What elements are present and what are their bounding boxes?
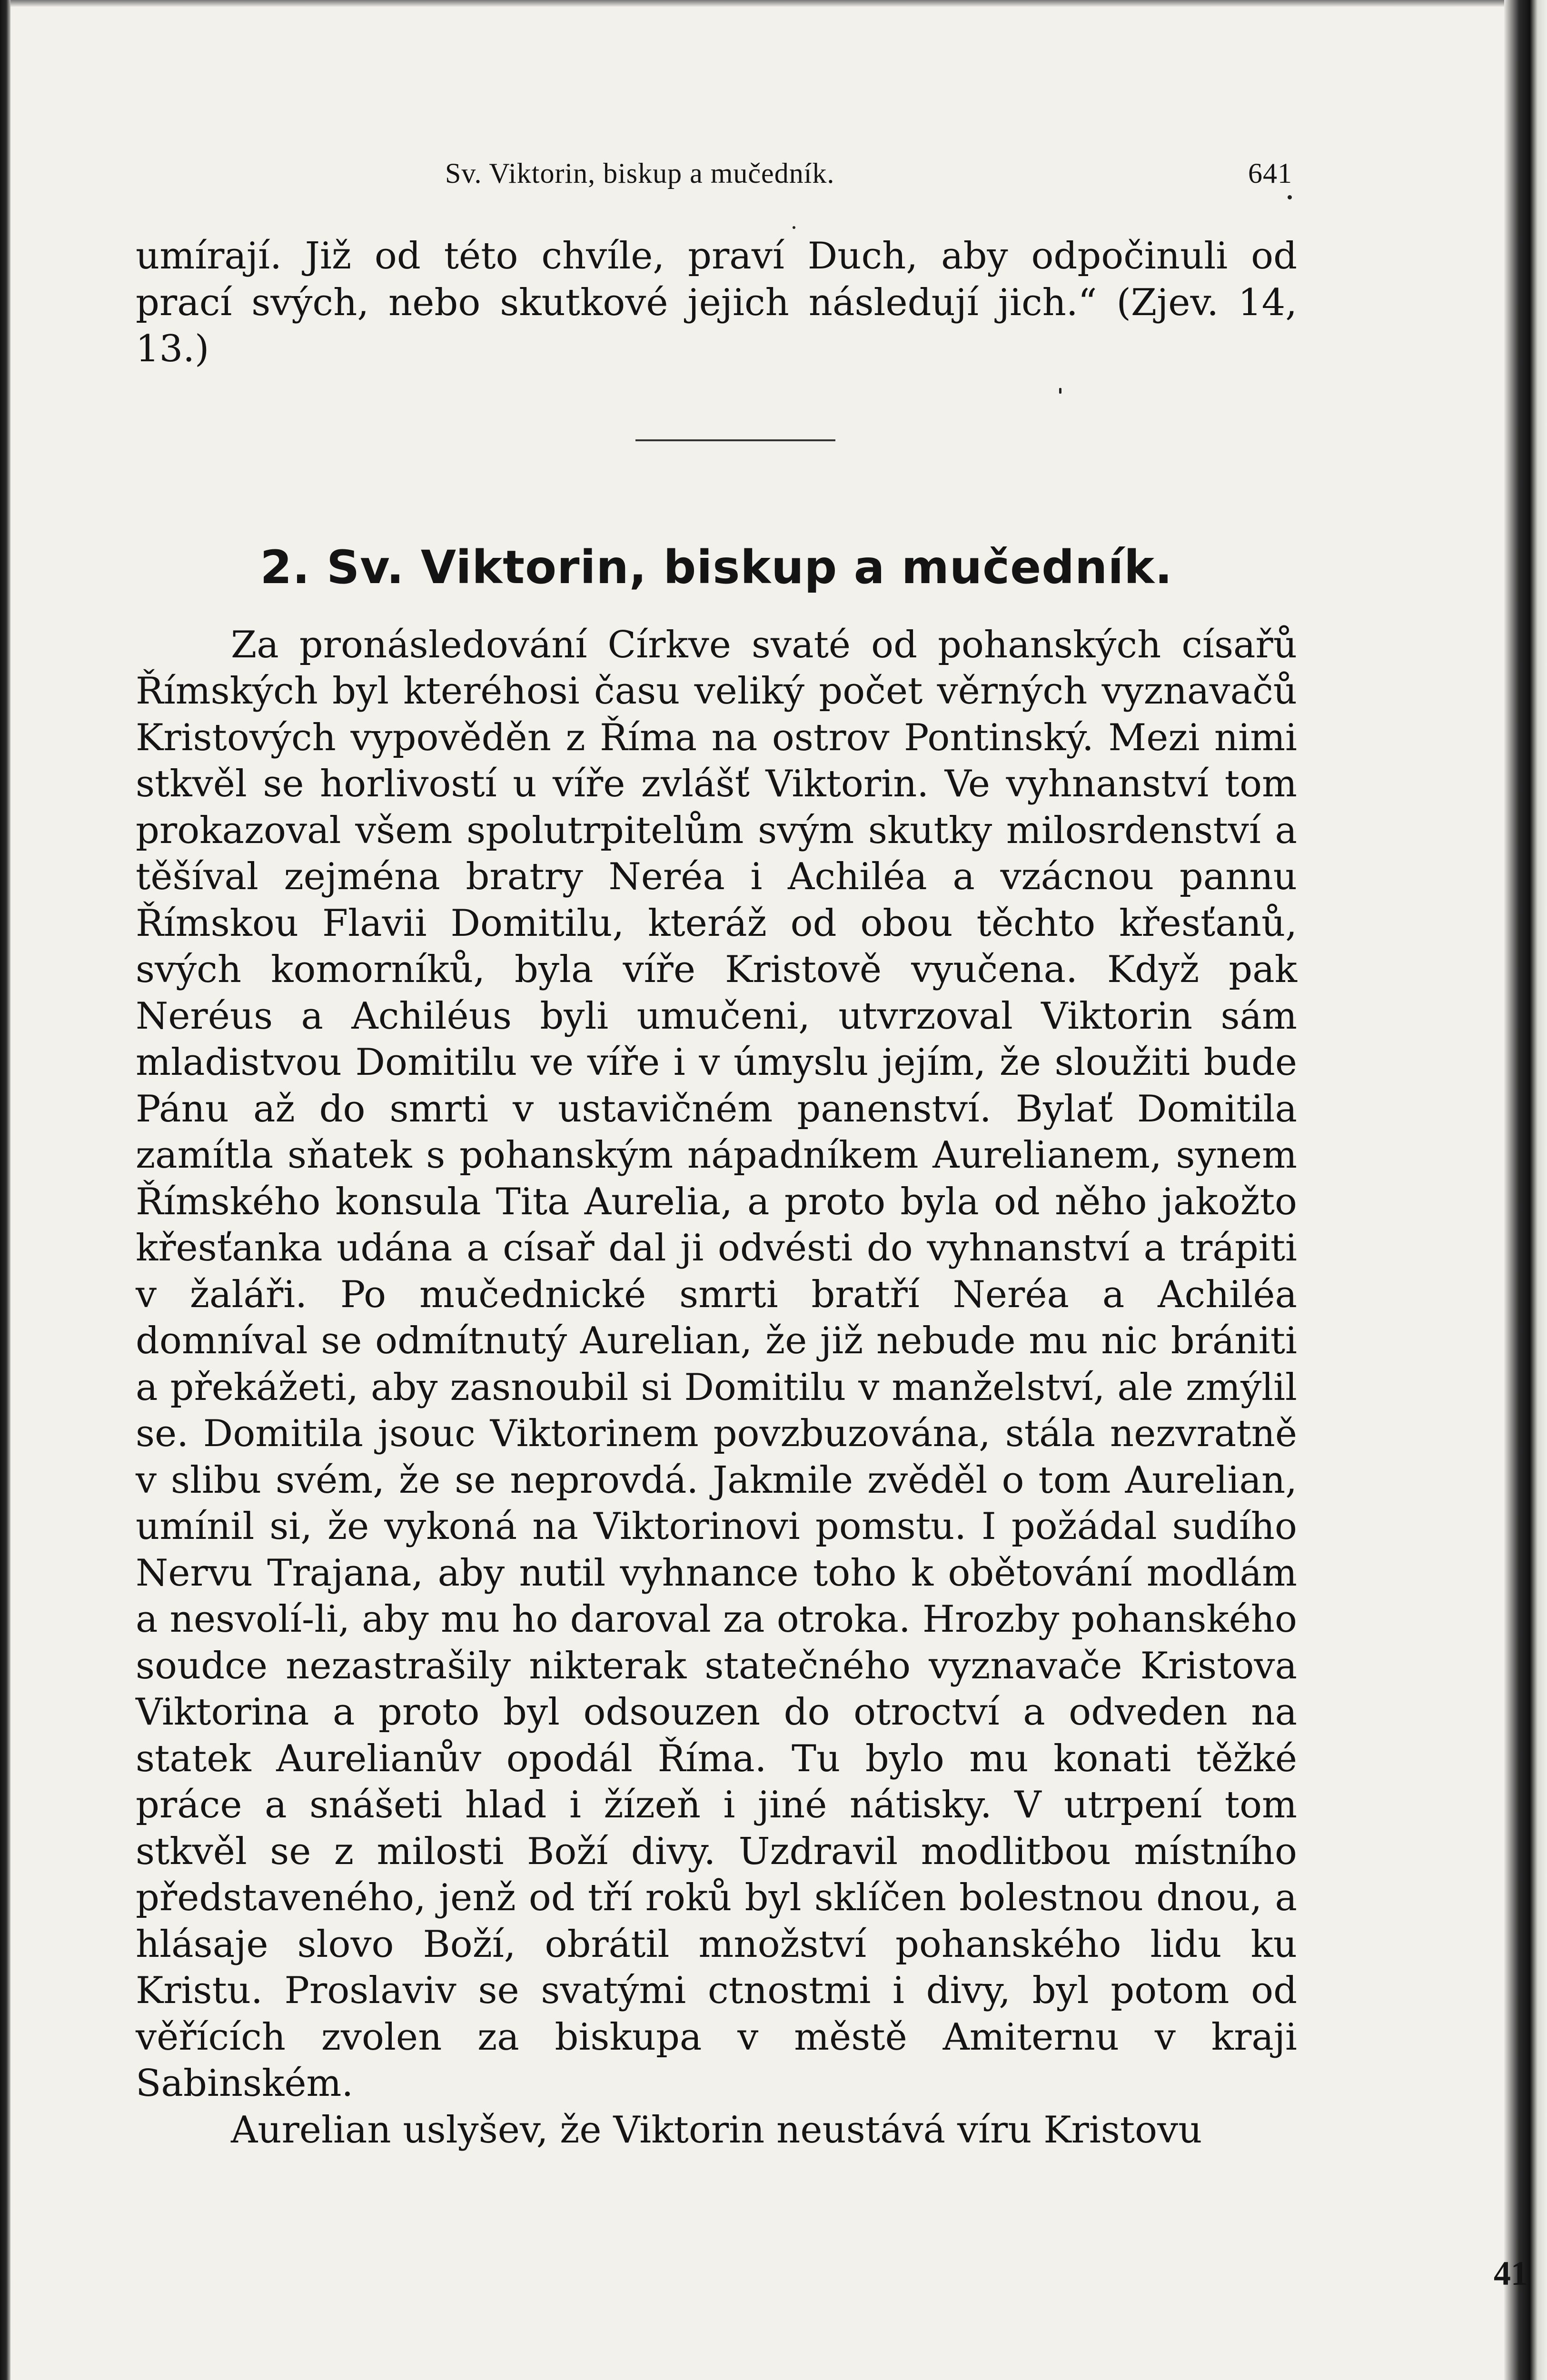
section-heading: 2. Sv. Viktorin, biskup a mučedník. xyxy=(260,540,1173,594)
signature-mark: 41 xyxy=(1494,2254,1528,2292)
scan-right-edge xyxy=(1504,0,1547,2380)
scan-top-edge xyxy=(0,0,1547,7)
running-title: Sv. Viktorin, biskup a mučedník. xyxy=(445,158,835,189)
section-separator-rule xyxy=(635,439,835,441)
running-header xyxy=(136,157,1297,200)
book-page xyxy=(136,157,1297,2153)
body-paragraph: Aurelian uslyšev, že Viktorin neustává víru Kristovu xyxy=(231,2108,1202,2152)
intro-paragraph: umírají. Již od této chvíle, praví Duch, aby odpočinuli od prací svých, nebo skutkové jejich následují jich.“ (Zjev. 14, 13.) xyxy=(136,235,1297,370)
page-number: 641 xyxy=(1248,158,1292,189)
body-paragraph: Za pronásledování Církve svaté od pohanských císařů Římských byl kteréhosi času veliký počet věrných vyznavačů Kristových vypověděn z Říma na ostrov Pontinský. Mezi nimi stkvěl se horlivostí u víře zvlášť Viktorin. Ve vyhnanství tom prokazoval všem spolutrpitelům svým skutky milosrdenství a těšíval zejména bratry Neréa i Achiléa a vzácnou pannu Římskou Flavii Domitilu, kteráž od obou těchto křesťanů, svých komorníků, byla víře Kristově vyučena. Když pak Neréus a Achiléus byli umučeni, utvrzoval Viktorin sám mladistvou Domitilu ve víře i v úmyslu jejím, že sloužiti bude Pánu až do smrti v ustavičném panenství. Bylať Domitila zamítla sňatek s pohanským nápadníkem Aurelianem, synem Římského konsula Tita Aurelia, a proto byla od něho jakožto křesťanka udána a císař dal ji odvésti do vyhnanství a trápiti v žaláři. Po mučednické smrti bratří Neréa a Achiléa domníval se odmítnutý Aurelian, že již nebude mu nic brániti a překážeti, aby zasnoubil si Domitilu v manželství, ale zmýlil se. Domitila jsouc Viktorinem povzbuzována, stála nezvratně v slibu svém, že se neprovdá. Jakmile zvěděl o tom Aurelian, umínil si, že vykoná na Viktorinovi pomstu. I požádal sudího Nervu Trajana, aby nutil vyhnance toho k obětování modlám a nesvolí-li, aby mu ho daroval za otroka. Hrozby pohanského soudce nezastrašily nikterak statečného vyznavače Kristova Viktorina a proto byl odsouzen do otroctví a odveden na statek Aurelianův opodál Říma. Tu bylo mu konati těžké práce a snášeti hlad i žízeň i jiné nátisky. V utrpení tom stkvěl se z milosti Boží divy. Uzdravil modlitbou místního představeného, jenž od tří roků byl sklíčen bolestnou dnou, a hlásaje slovo Boží, obrátil množství pohanského lidu ku Kristu. Proslaviv se svatými ctnostmi i divy, byl potom od věřících zvolen za biskupa v městě Amiternu v kraji Sabinském. xyxy=(136,623,1297,2105)
scan-left-edge xyxy=(0,0,10,2380)
text-block xyxy=(136,233,1297,2153)
